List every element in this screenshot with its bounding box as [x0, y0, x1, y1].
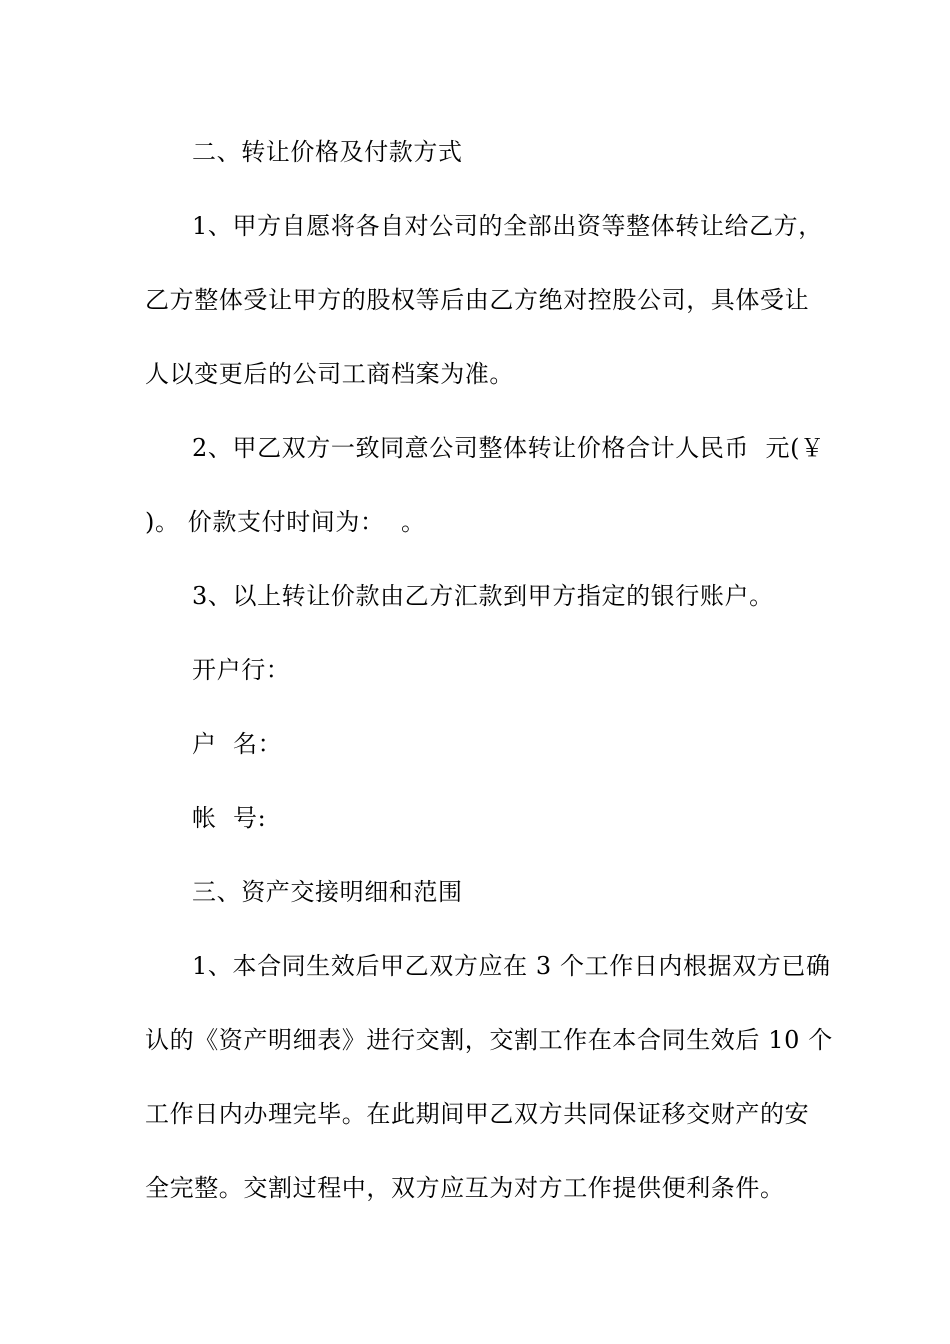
section-heading-price-payment: 二、转让价格及付款方式: [192, 138, 463, 166]
bank-label: 开户行：: [192, 656, 291, 684]
section3-clause-1-line-2: 认的《资产明细表》进行交割，交割工作在本合同生效后 10 个: [145, 1026, 833, 1054]
account-number-label: 帐 号:: [192, 804, 267, 832]
clause-1-line-3: 人以变更后的公司工商档案为准。: [145, 360, 514, 388]
section3-clause-1-line-4: 全完整。交割过程中，双方应互为对方工作提供便利条件。: [145, 1174, 785, 1202]
clause-2-line-2: )。 价款支付时间为： 。: [145, 508, 426, 536]
clause-2-line-1: 2、甲乙双方一致同意公司整体转让价格合计人民币 元(￥: [192, 434, 825, 462]
clause-1-line-1: 1、甲方自愿将各自对公司的全部出资等整体转让给乙方，: [192, 212, 823, 240]
clause-1-line-2: 乙方整体受让甲方的股权等后由乙方绝对控股公司，具体受让: [145, 286, 810, 314]
section3-clause-1-line-3: 工作日内办理完毕。在此期间甲乙双方共同保证移交财产的安: [145, 1100, 810, 1128]
account-name-label: 户 名：: [192, 730, 283, 758]
section3-clause-1-line-1: 1、本合同生效后甲乙双方应在 3 个工作日内根据双方已确: [192, 952, 831, 980]
clause-3-line-1: 3、以上转让价款由乙方汇款到甲方指定的银行账户。: [192, 582, 774, 610]
section-heading-asset-handover: 三、资产交接明细和范围: [192, 878, 463, 906]
